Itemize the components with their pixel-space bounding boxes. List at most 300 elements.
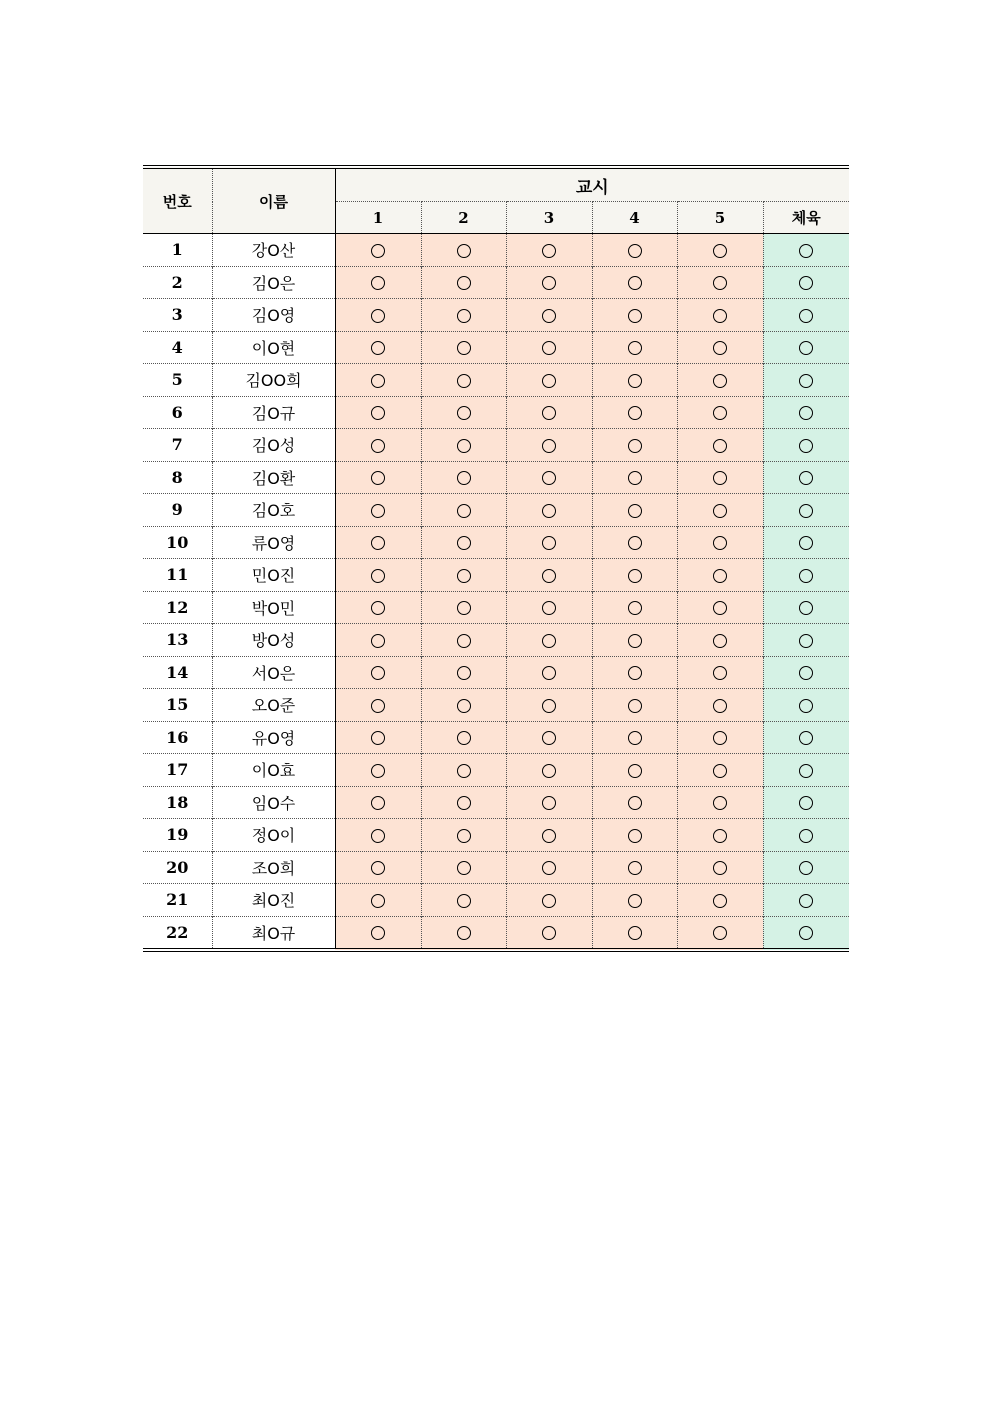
attendance-mark-icon bbox=[542, 861, 556, 875]
attendance-mark-icon bbox=[542, 731, 556, 745]
attendance-mark-icon bbox=[542, 309, 556, 323]
attendance-cell-period-1 bbox=[335, 396, 421, 429]
attendance-cell-period-5 bbox=[677, 266, 763, 299]
attendance-cell-pe bbox=[763, 526, 849, 559]
attendance-mark-icon bbox=[713, 471, 727, 485]
attendance-mark-icon bbox=[457, 764, 471, 778]
attendance-mark-icon bbox=[799, 569, 813, 583]
student-number: 3 bbox=[143, 299, 212, 332]
attendance-mark-icon bbox=[628, 796, 642, 810]
attendance-cell-period-1 bbox=[335, 916, 421, 950]
table-row bbox=[143, 624, 849, 657]
attendance-mark-icon bbox=[799, 504, 813, 518]
attendance-cell-period-3 bbox=[506, 559, 592, 592]
student-number: 19 bbox=[143, 819, 212, 852]
attendance-mark-icon bbox=[542, 504, 556, 518]
attendance-mark-icon bbox=[371, 309, 385, 323]
attendance-cell-period-3 bbox=[506, 786, 592, 819]
attendance-mark-icon bbox=[713, 439, 727, 453]
attendance-mark-icon bbox=[371, 536, 385, 550]
attendance-mark-icon bbox=[713, 309, 727, 323]
student-name: 김O은 bbox=[212, 266, 335, 299]
student-name: 박O민 bbox=[212, 591, 335, 624]
attendance-cell-period-5 bbox=[677, 656, 763, 689]
attendance-mark-icon bbox=[542, 634, 556, 648]
attendance-mark-icon bbox=[799, 796, 813, 810]
attendance-mark-icon bbox=[457, 374, 471, 388]
attendance-mark-icon bbox=[628, 439, 642, 453]
attendance-cell-period-2 bbox=[421, 591, 506, 624]
attendance-cell-period-2 bbox=[421, 689, 506, 722]
attendance-cell-period-5 bbox=[677, 916, 763, 950]
attendance-cell-period-4 bbox=[592, 461, 677, 494]
attendance-mark-icon bbox=[371, 406, 385, 420]
attendance-mark-icon bbox=[457, 666, 471, 680]
attendance-mark-icon bbox=[457, 601, 471, 615]
attendance-cell-period-3 bbox=[506, 624, 592, 657]
header-period-2: 2 bbox=[421, 202, 506, 234]
attendance-mark-icon bbox=[457, 569, 471, 583]
attendance-mark-icon bbox=[628, 471, 642, 485]
attendance-mark-icon bbox=[799, 536, 813, 550]
attendance-cell-pe bbox=[763, 266, 849, 299]
attendance-mark-icon bbox=[628, 569, 642, 583]
attendance-mark-icon bbox=[713, 244, 727, 258]
student-name: 민O진 bbox=[212, 559, 335, 592]
attendance-cell-period-3 bbox=[506, 591, 592, 624]
attendance-mark-icon bbox=[371, 471, 385, 485]
table-row bbox=[143, 331, 849, 364]
attendance-cell-period-4 bbox=[592, 331, 677, 364]
attendance-cell-period-3 bbox=[506, 819, 592, 852]
attendance-cell-period-1 bbox=[335, 624, 421, 657]
attendance-mark-icon bbox=[713, 764, 727, 778]
attendance-cell-period-3 bbox=[506, 851, 592, 884]
attendance-cell-period-3 bbox=[506, 721, 592, 754]
attendance-mark-icon bbox=[371, 764, 385, 778]
attendance-mark-icon bbox=[799, 439, 813, 453]
attendance-mark-icon bbox=[457, 894, 471, 908]
table-row bbox=[143, 526, 849, 559]
attendance-mark-icon bbox=[799, 926, 813, 940]
attendance-cell-period-5 bbox=[677, 591, 763, 624]
attendance-cell-period-3 bbox=[506, 331, 592, 364]
attendance-cell-period-5 bbox=[677, 819, 763, 852]
attendance-mark-icon bbox=[713, 796, 727, 810]
table-row bbox=[143, 396, 849, 429]
attendance-cell-period-1 bbox=[335, 754, 421, 787]
header-name: 이름 bbox=[212, 167, 335, 234]
attendance-cell-pe bbox=[763, 461, 849, 494]
attendance-cell-period-2 bbox=[421, 721, 506, 754]
student-number: 21 bbox=[143, 884, 212, 917]
attendance-mark-icon bbox=[713, 731, 727, 745]
attendance-cell-period-5 bbox=[677, 721, 763, 754]
table-row bbox=[143, 429, 849, 462]
attendance-cell-period-2 bbox=[421, 786, 506, 819]
attendance-mark-icon bbox=[713, 536, 727, 550]
attendance-mark-icon bbox=[371, 504, 385, 518]
student-name: 정O이 bbox=[212, 819, 335, 852]
student-name: 김O성 bbox=[212, 429, 335, 462]
attendance-mark-icon bbox=[713, 829, 727, 843]
attendance-mark-icon bbox=[799, 764, 813, 778]
attendance-cell-period-3 bbox=[506, 364, 592, 397]
attendance-mark-icon bbox=[713, 406, 727, 420]
header-number: 번호 bbox=[143, 167, 212, 234]
student-name: 최O진 bbox=[212, 884, 335, 917]
attendance-cell-pe bbox=[763, 331, 849, 364]
table-row bbox=[143, 689, 849, 722]
attendance-mark-icon bbox=[371, 731, 385, 745]
student-name: 최O규 bbox=[212, 916, 335, 950]
attendance-cell-period-2 bbox=[421, 754, 506, 787]
attendance-cell-pe bbox=[763, 851, 849, 884]
attendance-mark-icon bbox=[457, 406, 471, 420]
attendance-mark-icon bbox=[713, 666, 727, 680]
student-number: 8 bbox=[143, 461, 212, 494]
attendance-cell-period-2 bbox=[421, 461, 506, 494]
attendance-mark-icon bbox=[542, 764, 556, 778]
attendance-mark-icon bbox=[628, 731, 642, 745]
attendance-mark-icon bbox=[628, 894, 642, 908]
attendance-cell-period-4 bbox=[592, 754, 677, 787]
table-row bbox=[143, 364, 849, 397]
attendance-mark-icon bbox=[799, 829, 813, 843]
student-number: 7 bbox=[143, 429, 212, 462]
student-name: 류O영 bbox=[212, 526, 335, 559]
attendance-cell-pe bbox=[763, 624, 849, 657]
table-row bbox=[143, 591, 849, 624]
attendance-cell-period-2 bbox=[421, 656, 506, 689]
attendance-cell-period-5 bbox=[677, 494, 763, 527]
attendance-mark-icon bbox=[713, 341, 727, 355]
table-row bbox=[143, 234, 849, 267]
student-number: 18 bbox=[143, 786, 212, 819]
attendance-mark-icon bbox=[799, 731, 813, 745]
attendance-cell-period-1 bbox=[335, 656, 421, 689]
student-name: 임O수 bbox=[212, 786, 335, 819]
attendance-mark-icon bbox=[542, 796, 556, 810]
table-row bbox=[143, 786, 849, 819]
attendance-cell-period-2 bbox=[421, 234, 506, 267]
attendance-mark-icon bbox=[371, 439, 385, 453]
attendance-cell-period-3 bbox=[506, 266, 592, 299]
attendance-mark-icon bbox=[713, 504, 727, 518]
attendance-mark-icon bbox=[713, 926, 727, 940]
attendance-mark-icon bbox=[542, 666, 556, 680]
student-number: 17 bbox=[143, 754, 212, 787]
student-name: 조O희 bbox=[212, 851, 335, 884]
table-row bbox=[143, 884, 849, 917]
attendance-mark-icon bbox=[628, 666, 642, 680]
attendance-cell-period-2 bbox=[421, 396, 506, 429]
attendance-mark-icon bbox=[371, 926, 385, 940]
attendance-cell-period-2 bbox=[421, 266, 506, 299]
attendance-mark-icon bbox=[457, 829, 471, 843]
attendance-mark-icon bbox=[457, 244, 471, 258]
attendance-mark-icon bbox=[542, 699, 556, 713]
student-name: 김O호 bbox=[212, 494, 335, 527]
attendance-mark-icon bbox=[457, 861, 471, 875]
attendance-mark-icon bbox=[542, 471, 556, 485]
attendance-cell-period-2 bbox=[421, 299, 506, 332]
attendance-mark-icon bbox=[542, 894, 556, 908]
attendance-cell-period-4 bbox=[592, 526, 677, 559]
attendance-mark-icon bbox=[457, 796, 471, 810]
attendance-cell-pe bbox=[763, 819, 849, 852]
attendance-mark-icon bbox=[457, 634, 471, 648]
attendance-cell-period-2 bbox=[421, 819, 506, 852]
attendance-mark-icon bbox=[371, 829, 385, 843]
attendance-cell-period-5 bbox=[677, 884, 763, 917]
attendance-mark-icon bbox=[371, 699, 385, 713]
attendance-cell-period-3 bbox=[506, 234, 592, 267]
attendance-mark-icon bbox=[628, 536, 642, 550]
attendance-mark-icon bbox=[628, 374, 642, 388]
attendance-cell-period-4 bbox=[592, 364, 677, 397]
student-name: 김O영 bbox=[212, 299, 335, 332]
attendance-cell-period-1 bbox=[335, 526, 421, 559]
attendance-mark-icon bbox=[371, 276, 385, 290]
attendance-mark-icon bbox=[799, 861, 813, 875]
attendance-mark-icon bbox=[628, 601, 642, 615]
attendance-cell-pe bbox=[763, 234, 849, 267]
student-name: 김O환 bbox=[212, 461, 335, 494]
attendance-cell-period-5 bbox=[677, 461, 763, 494]
attendance-mark-icon bbox=[713, 601, 727, 615]
student-number: 20 bbox=[143, 851, 212, 884]
attendance-cell-period-1 bbox=[335, 234, 421, 267]
table-row bbox=[143, 461, 849, 494]
attendance-cell-period-4 bbox=[592, 884, 677, 917]
attendance-cell-pe bbox=[763, 494, 849, 527]
attendance-mark-icon bbox=[713, 569, 727, 583]
student-name: 방O성 bbox=[212, 624, 335, 657]
attendance-cell-period-5 bbox=[677, 624, 763, 657]
attendance-cell-period-1 bbox=[335, 364, 421, 397]
attendance-cell-period-5 bbox=[677, 754, 763, 787]
attendance-cell-period-5 bbox=[677, 526, 763, 559]
attendance-cell-period-2 bbox=[421, 429, 506, 462]
attendance-mark-icon bbox=[799, 634, 813, 648]
attendance-cell-period-5 bbox=[677, 299, 763, 332]
attendance-mark-icon bbox=[457, 699, 471, 713]
attendance-cell-period-4 bbox=[592, 721, 677, 754]
attendance-cell-period-1 bbox=[335, 884, 421, 917]
attendance-cell-period-5 bbox=[677, 429, 763, 462]
attendance-cell-period-1 bbox=[335, 591, 421, 624]
attendance-cell-period-4 bbox=[592, 429, 677, 462]
attendance-mark-icon bbox=[371, 374, 385, 388]
attendance-mark-icon bbox=[457, 536, 471, 550]
attendance-cell-period-4 bbox=[592, 591, 677, 624]
attendance-mark-icon bbox=[628, 309, 642, 323]
attendance-mark-icon bbox=[371, 666, 385, 680]
attendance-mark-icon bbox=[542, 536, 556, 550]
attendance-mark-icon bbox=[628, 276, 642, 290]
attendance-mark-icon bbox=[371, 894, 385, 908]
header-period-3: 3 bbox=[506, 202, 592, 234]
attendance-cell-period-4 bbox=[592, 786, 677, 819]
attendance-mark-icon bbox=[628, 504, 642, 518]
attendance-mark-icon bbox=[713, 861, 727, 875]
attendance-cell-period-2 bbox=[421, 559, 506, 592]
student-name: 오O준 bbox=[212, 689, 335, 722]
attendance-mark-icon bbox=[371, 796, 385, 810]
attendance-cell-period-5 bbox=[677, 786, 763, 819]
student-name: 이O현 bbox=[212, 331, 335, 364]
attendance-cell-period-3 bbox=[506, 689, 592, 722]
attendance-cell-pe bbox=[763, 396, 849, 429]
table-row bbox=[143, 656, 849, 689]
attendance-mark-icon bbox=[457, 276, 471, 290]
student-number: 10 bbox=[143, 526, 212, 559]
student-number: 11 bbox=[143, 559, 212, 592]
attendance-mark-icon bbox=[628, 764, 642, 778]
attendance-cell-period-1 bbox=[335, 461, 421, 494]
student-number: 2 bbox=[143, 266, 212, 299]
attendance-mark-icon bbox=[371, 244, 385, 258]
attendance-mark-icon bbox=[628, 861, 642, 875]
attendance-cell-period-4 bbox=[592, 624, 677, 657]
attendance-mark-icon bbox=[457, 471, 471, 485]
attendance-cell-period-3 bbox=[506, 461, 592, 494]
attendance-cell-period-1 bbox=[335, 299, 421, 332]
attendance-cell-pe bbox=[763, 364, 849, 397]
student-name: 서O은 bbox=[212, 656, 335, 689]
attendance-mark-icon bbox=[457, 309, 471, 323]
attendance-cell-period-1 bbox=[335, 494, 421, 527]
attendance-mark-icon bbox=[713, 276, 727, 290]
attendance-mark-icon bbox=[799, 471, 813, 485]
student-number: 1 bbox=[143, 234, 212, 267]
header-row-1 bbox=[143, 167, 849, 202]
attendance-mark-icon bbox=[542, 926, 556, 940]
attendance-cell-period-5 bbox=[677, 331, 763, 364]
attendance-mark-icon bbox=[799, 309, 813, 323]
attendance-cell-pe bbox=[763, 754, 849, 787]
attendance-cell-period-5 bbox=[677, 234, 763, 267]
attendance-mark-icon bbox=[542, 829, 556, 843]
attendance-mark-icon bbox=[799, 699, 813, 713]
attendance-mark-icon bbox=[457, 731, 471, 745]
student-number: 4 bbox=[143, 331, 212, 364]
attendance-cell-period-5 bbox=[677, 396, 763, 429]
attendance-cell-period-3 bbox=[506, 429, 592, 462]
attendance-cell-pe bbox=[763, 559, 849, 592]
attendance-mark-icon bbox=[542, 374, 556, 388]
student-number: 9 bbox=[143, 494, 212, 527]
attendance-mark-icon bbox=[628, 244, 642, 258]
attendance-cell-period-1 bbox=[335, 786, 421, 819]
attendance-cell-period-5 bbox=[677, 559, 763, 592]
table-row bbox=[143, 851, 849, 884]
header-period-5: 5 bbox=[677, 202, 763, 234]
student-name: 유O영 bbox=[212, 721, 335, 754]
table-row bbox=[143, 754, 849, 787]
attendance-mark-icon bbox=[542, 406, 556, 420]
table-row bbox=[143, 266, 849, 299]
attendance-cell-period-2 bbox=[421, 526, 506, 559]
attendance-cell-period-1 bbox=[335, 331, 421, 364]
attendance-cell-period-3 bbox=[506, 656, 592, 689]
attendance-mark-icon bbox=[542, 439, 556, 453]
table-row bbox=[143, 559, 849, 592]
attendance-cell-period-4 bbox=[592, 234, 677, 267]
attendance-mark-icon bbox=[799, 666, 813, 680]
attendance-cell-period-1 bbox=[335, 851, 421, 884]
attendance-cell-pe bbox=[763, 299, 849, 332]
attendance-cell-period-3 bbox=[506, 526, 592, 559]
student-number: 22 bbox=[143, 916, 212, 950]
attendance-cell-pe bbox=[763, 786, 849, 819]
attendance-cell-period-1 bbox=[335, 266, 421, 299]
header-period-group: 교시 bbox=[335, 167, 849, 202]
attendance-mark-icon bbox=[371, 861, 385, 875]
attendance-cell-pe bbox=[763, 916, 849, 950]
table-row bbox=[143, 916, 849, 950]
table-row bbox=[143, 819, 849, 852]
table-row bbox=[143, 721, 849, 754]
attendance-cell-period-2 bbox=[421, 331, 506, 364]
attendance-cell-pe bbox=[763, 721, 849, 754]
attendance-mark-icon bbox=[628, 926, 642, 940]
attendance-mark-icon bbox=[799, 244, 813, 258]
attendance-cell-pe bbox=[763, 429, 849, 462]
attendance-mark-icon bbox=[371, 601, 385, 615]
attendance-mark-icon bbox=[457, 439, 471, 453]
student-name: 이O효 bbox=[212, 754, 335, 787]
student-number: 6 bbox=[143, 396, 212, 429]
attendance-cell-period-3 bbox=[506, 494, 592, 527]
attendance-cell-period-4 bbox=[592, 819, 677, 852]
attendance-cell-period-4 bbox=[592, 916, 677, 950]
attendance-cell-period-4 bbox=[592, 851, 677, 884]
attendance-cell-period-1 bbox=[335, 559, 421, 592]
attendance-cell-period-4 bbox=[592, 266, 677, 299]
attendance-cell-period-4 bbox=[592, 299, 677, 332]
attendance-mark-icon bbox=[542, 341, 556, 355]
attendance-cell-period-1 bbox=[335, 429, 421, 462]
attendance-mark-icon bbox=[713, 634, 727, 648]
attendance-mark-icon bbox=[799, 406, 813, 420]
attendance-mark-icon bbox=[371, 341, 385, 355]
attendance-cell-period-5 bbox=[677, 851, 763, 884]
student-name: 강O산 bbox=[212, 234, 335, 267]
attendance-cell-pe bbox=[763, 884, 849, 917]
attendance-mark-icon bbox=[371, 569, 385, 583]
attendance-cell-period-3 bbox=[506, 299, 592, 332]
attendance-cell-period-3 bbox=[506, 754, 592, 787]
attendance-cell-period-2 bbox=[421, 884, 506, 917]
attendance-cell-period-2 bbox=[421, 494, 506, 527]
attendance-mark-icon bbox=[799, 276, 813, 290]
attendance-cell-period-5 bbox=[677, 689, 763, 722]
student-number: 5 bbox=[143, 364, 212, 397]
student-number: 15 bbox=[143, 689, 212, 722]
attendance-cell-period-3 bbox=[506, 396, 592, 429]
table-body bbox=[143, 234, 849, 951]
attendance-cell-period-4 bbox=[592, 494, 677, 527]
attendance-mark-icon bbox=[713, 699, 727, 713]
attendance-mark-icon bbox=[799, 601, 813, 615]
table-row bbox=[143, 494, 849, 527]
attendance-cell-pe bbox=[763, 591, 849, 624]
attendance-cell-period-5 bbox=[677, 364, 763, 397]
attendance-mark-icon bbox=[799, 894, 813, 908]
student-number: 12 bbox=[143, 591, 212, 624]
